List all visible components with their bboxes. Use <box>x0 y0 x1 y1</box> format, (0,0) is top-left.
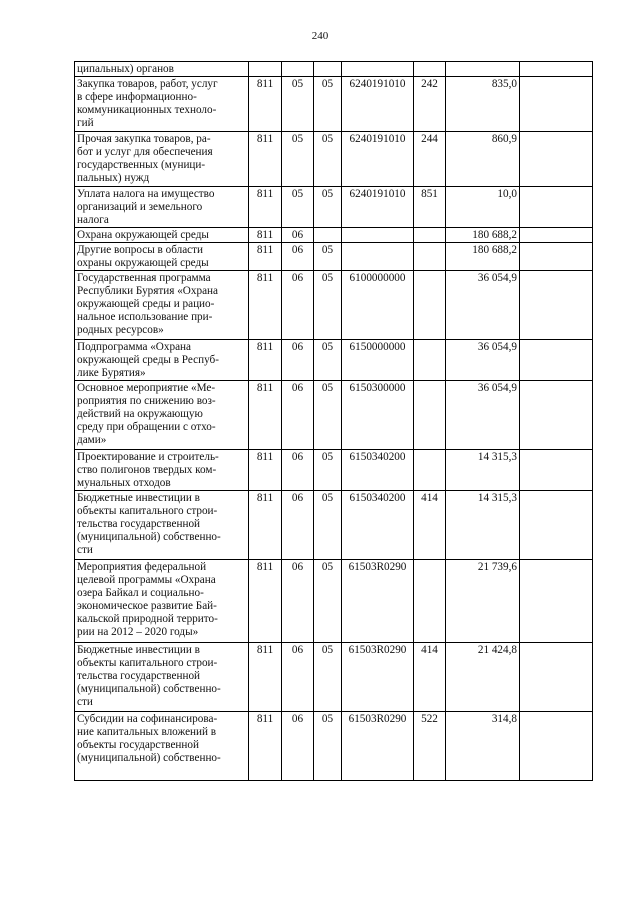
row-rz-cell <box>282 132 314 187</box>
row-pr-cell-text: 05 <box>321 188 334 200</box>
row-rz-cell <box>282 381 314 450</box>
row-vr-cell <box>414 228 446 243</box>
row-pr-cell <box>314 560 342 643</box>
row-vr-cell <box>414 712 446 781</box>
row-empty-cell <box>520 132 593 187</box>
row-pr-cell-text: 05 <box>321 244 334 256</box>
row-empty-cell <box>520 77 593 132</box>
row-sum-cell <box>446 381 520 450</box>
row-csr-cell <box>342 77 414 132</box>
row-sum-cell-text: 180 688,2 <box>472 229 517 241</box>
row-name-cell-text: Субсидии на софинансирова- ние капитальных вложений в объекты государственной (муниципальной) собственно- <box>77 713 221 764</box>
row-ved-cell-text: 811 <box>256 244 274 256</box>
budget-table <box>74 61 593 781</box>
row-name-cell-text: Бюджетные инвестиции в объекты капитального строи- тельства государственной (муниципальной) собственно- сти <box>77 492 221 556</box>
row-name-cell <box>75 450 249 491</box>
row-empty-cell <box>520 62 593 77</box>
row-ved-cell <box>249 340 282 381</box>
row-rz-cell <box>282 77 314 132</box>
table-row <box>75 228 593 243</box>
row-rz-cell-text: 06 <box>291 382 304 394</box>
row-ved-cell <box>249 187 282 228</box>
row-rz-cell-text: 06 <box>291 451 304 463</box>
row-rz-cell-text: 06 <box>291 644 304 656</box>
row-csr-cell <box>342 560 414 643</box>
row-vr-cell-text: 414 <box>421 644 438 656</box>
row-ved-cell <box>249 228 282 243</box>
row-sum-cell <box>446 228 520 243</box>
row-empty-cell <box>520 381 593 450</box>
row-name-cell-text: Подпрограмма «Охрана окружающей среды в Респуб- лике Бурятия» <box>77 341 219 379</box>
row-vr-cell <box>414 381 446 450</box>
row-pr-cell <box>314 77 342 132</box>
row-sum-cell-text: 21 424,8 <box>477 644 517 656</box>
row-vr-cell <box>414 271 446 340</box>
row-pr-cell <box>314 340 342 381</box>
row-rz-cell <box>282 243 314 271</box>
row-csr-cell <box>342 450 414 491</box>
row-vr-cell <box>414 243 446 271</box>
row-rz-cell <box>282 643 314 712</box>
row-name-cell <box>75 491 249 560</box>
row-pr-cell <box>314 381 342 450</box>
row-name-cell-text: Основное мероприятие «Ме- роприятия по снижению воз- действий на окружающую среду при обращении с отхо- дами» <box>77 382 216 446</box>
row-sum-cell <box>446 560 520 643</box>
row-rz-cell <box>282 450 314 491</box>
row-rz-cell <box>282 712 314 781</box>
row-empty-cell <box>520 450 593 491</box>
row-pr-cell <box>314 643 342 712</box>
row-sum-cell-text: 180 688,2 <box>472 244 517 256</box>
row-name-cell-text: Уплата налога на имущество организаций и земельного налога <box>77 188 215 226</box>
row-ved-cell-text: 811 <box>256 133 274 145</box>
row-sum-cell <box>446 491 520 560</box>
row-rz-cell-text: 06 <box>291 272 304 284</box>
row-csr-cell-text: 6240191010 <box>349 188 406 200</box>
row-rz-cell <box>282 340 314 381</box>
row-csr-cell <box>342 228 414 243</box>
row-ved-cell-text: 811 <box>256 451 274 463</box>
table-row <box>75 62 593 77</box>
table-row <box>75 243 593 271</box>
row-csr-cell-text: 61503R0290 <box>348 561 407 573</box>
budget-table-body <box>75 62 593 781</box>
row-sum-cell <box>446 340 520 381</box>
row-ved-cell <box>249 560 282 643</box>
row-name-cell-text: Прочая закупка товаров, ра- бот и услуг для обеспечения государственных (муници- пальных) нужд <box>77 133 213 184</box>
row-pr-cell <box>314 450 342 491</box>
table-row <box>75 340 593 381</box>
row-ved-cell-text: 811 <box>256 78 274 90</box>
row-csr-cell <box>342 243 414 271</box>
row-pr-cell <box>314 243 342 271</box>
row-sum-cell <box>446 450 520 491</box>
table-row <box>75 712 593 781</box>
row-ved-cell-text: 811 <box>256 188 274 200</box>
row-name-cell-text: Государственная программа Республики Бурятия «Охрана окружающей среды и рацио- нальное использование при- родных ресурсов» <box>77 272 218 336</box>
row-pr-cell-text: 05 <box>321 644 334 656</box>
row-ved-cell-text: 811 <box>256 272 274 284</box>
row-rz-cell-text: 05 <box>291 133 304 145</box>
row-ved-cell <box>249 450 282 491</box>
row-ved-cell <box>249 77 282 132</box>
table-row <box>75 381 593 450</box>
row-name-cell-text: Закупка товаров, работ, услуг в сфере информационно- коммуникационных техноло- гий <box>77 78 218 129</box>
row-sum-cell-text: 14 315,3 <box>477 492 517 504</box>
row-vr-cell <box>414 491 446 560</box>
row-pr-cell-text: 05 <box>321 78 334 90</box>
row-name-cell-text: ципальных) органов <box>77 63 174 75</box>
row-name-cell <box>75 560 249 643</box>
row-sum-cell <box>446 62 520 77</box>
row-ved-cell <box>249 132 282 187</box>
row-empty-cell <box>520 643 593 712</box>
row-sum-cell-text: 36 054,9 <box>477 382 517 394</box>
row-sum-cell <box>446 77 520 132</box>
row-pr-cell <box>314 712 342 781</box>
row-name-cell-text: Проектирование и строитель- ство полигонов твердых ком- мунальных отходов <box>77 451 219 489</box>
row-vr-cell <box>414 450 446 491</box>
row-csr-cell <box>342 643 414 712</box>
row-vr-cell-text: 522 <box>421 713 438 725</box>
row-empty-cell <box>520 491 593 560</box>
row-ved-cell <box>249 271 282 340</box>
row-empty-cell <box>520 228 593 243</box>
row-csr-cell <box>342 712 414 781</box>
row-name-cell-text: Другие вопросы в области охраны окружающей среды <box>77 244 209 269</box>
row-sum-cell <box>446 243 520 271</box>
row-csr-cell-text: 6150340200 <box>349 451 406 463</box>
row-pr-cell-text: 05 <box>321 492 334 504</box>
row-sum-cell-text: 10,0 <box>497 188 517 200</box>
row-name-cell <box>75 271 249 340</box>
row-csr-cell-text: 61503R0290 <box>348 713 407 725</box>
table-row <box>75 560 593 643</box>
row-sum-cell-text: 860,9 <box>491 133 517 145</box>
row-name-cell <box>75 643 249 712</box>
page-number: 240 <box>311 30 329 42</box>
row-sum-cell-text: 835,0 <box>491 78 517 90</box>
row-empty-cell <box>520 187 593 228</box>
row-vr-cell <box>414 340 446 381</box>
row-csr-cell-text: 6100000000 <box>349 272 406 284</box>
row-rz-cell <box>282 271 314 340</box>
row-csr-cell <box>342 62 414 77</box>
row-rz-cell <box>282 491 314 560</box>
table-row <box>75 271 593 340</box>
row-rz-cell-text: 06 <box>291 713 304 725</box>
row-csr-cell <box>342 132 414 187</box>
table-row <box>75 187 593 228</box>
row-rz-cell-text: 06 <box>291 492 304 504</box>
row-csr-cell <box>342 187 414 228</box>
row-rz-cell-text: 06 <box>291 561 304 573</box>
row-name-cell-text: Охрана окружающей среды <box>77 229 209 241</box>
row-vr-cell-text: 244 <box>421 133 438 145</box>
row-empty-cell <box>520 560 593 643</box>
row-pr-cell <box>314 271 342 340</box>
row-ved-cell-text: 811 <box>256 561 274 573</box>
row-pr-cell-text: 05 <box>321 382 334 394</box>
row-ved-cell <box>249 381 282 450</box>
row-rz-cell-text: 06 <box>291 341 304 353</box>
row-sum-cell-text: 36 054,9 <box>477 341 517 353</box>
row-csr-cell-text: 61503R0290 <box>348 644 407 656</box>
row-pr-cell-text: 05 <box>321 561 334 573</box>
row-sum-cell <box>446 132 520 187</box>
row-name-cell <box>75 132 249 187</box>
row-empty-cell <box>520 340 593 381</box>
row-vr-cell <box>414 62 446 77</box>
row-pr-cell <box>314 132 342 187</box>
table-row <box>75 77 593 132</box>
row-ved-cell-text: 811 <box>256 229 274 241</box>
row-ved-cell <box>249 643 282 712</box>
row-ved-cell-text: 811 <box>256 713 274 725</box>
row-pr-cell-text: 05 <box>321 713 334 725</box>
row-vr-cell-text: 414 <box>421 492 438 504</box>
row-csr-cell <box>342 381 414 450</box>
row-ved-cell <box>249 62 282 77</box>
row-rz-cell-text: 06 <box>291 244 304 256</box>
row-rz-cell <box>282 62 314 77</box>
row-csr-cell-text: 6150000000 <box>349 341 406 353</box>
row-ved-cell <box>249 712 282 781</box>
row-csr-cell-text: 6240191010 <box>349 78 406 90</box>
table-row <box>75 450 593 491</box>
row-sum-cell <box>446 643 520 712</box>
row-pr-cell <box>314 491 342 560</box>
row-ved-cell-text: 811 <box>256 644 274 656</box>
row-sum-cell <box>446 271 520 340</box>
row-name-cell <box>75 228 249 243</box>
row-pr-cell <box>314 187 342 228</box>
row-ved-cell-text: 811 <box>256 341 274 353</box>
row-vr-cell-text: 851 <box>421 188 438 200</box>
row-empty-cell <box>520 271 593 340</box>
row-name-cell <box>75 243 249 271</box>
row-ved-cell-text: 811 <box>256 492 274 504</box>
row-csr-cell-text: 6150340200 <box>349 492 406 504</box>
row-vr-cell-text: 242 <box>421 78 438 90</box>
row-rz-cell <box>282 187 314 228</box>
row-csr-cell <box>342 271 414 340</box>
row-rz-cell-text: 06 <box>291 229 304 241</box>
row-sum-cell-text: 314,8 <box>491 713 517 725</box>
row-csr-cell <box>342 491 414 560</box>
row-name-cell-text: Бюджетные инвестиции в объекты капитального строи- тельства государственной (муниципальной) собственно- сти <box>77 644 221 708</box>
row-csr-cell-text: 6240191010 <box>349 133 406 145</box>
row-name-cell <box>75 381 249 450</box>
row-rz-cell-text: 05 <box>291 78 304 90</box>
row-empty-cell <box>520 712 593 781</box>
row-pr-cell-text: 05 <box>321 341 334 353</box>
row-vr-cell <box>414 187 446 228</box>
row-name-cell <box>75 62 249 77</box>
row-pr-cell-text: 05 <box>321 133 334 145</box>
row-empty-cell <box>520 243 593 271</box>
row-sum-cell <box>446 712 520 781</box>
row-pr-cell-text: 05 <box>321 272 334 284</box>
row-pr-cell-text: 05 <box>321 451 334 463</box>
row-name-cell <box>75 712 249 781</box>
row-sum-cell-text: 14 315,3 <box>477 451 517 463</box>
row-rz-cell <box>282 560 314 643</box>
row-name-cell <box>75 77 249 132</box>
row-ved-cell <box>249 491 282 560</box>
row-name-cell <box>75 340 249 381</box>
row-csr-cell <box>342 340 414 381</box>
row-name-cell <box>75 187 249 228</box>
row-vr-cell <box>414 132 446 187</box>
row-vr-cell <box>414 77 446 132</box>
row-sum-cell-text: 36 054,9 <box>477 272 517 284</box>
row-rz-cell <box>282 228 314 243</box>
row-ved-cell <box>249 243 282 271</box>
row-vr-cell <box>414 643 446 712</box>
row-csr-cell-text: 6150300000 <box>349 382 406 394</box>
row-vr-cell <box>414 560 446 643</box>
row-name-cell-text: Мероприятия федеральной целевой программы «Охрана озера Байкал и социально- экономическое развитие Бай- кальской природной террито- рии на 2012 – 2020 годы» <box>77 561 218 638</box>
table-row <box>75 132 593 187</box>
row-sum-cell <box>446 187 520 228</box>
row-rz-cell-text: 05 <box>291 188 304 200</box>
table-row <box>75 491 593 560</box>
row-pr-cell <box>314 228 342 243</box>
table-row <box>75 643 593 712</box>
row-sum-cell-text: 21 739,6 <box>477 561 517 573</box>
row-pr-cell <box>314 62 342 77</box>
row-ved-cell-text: 811 <box>256 382 274 394</box>
